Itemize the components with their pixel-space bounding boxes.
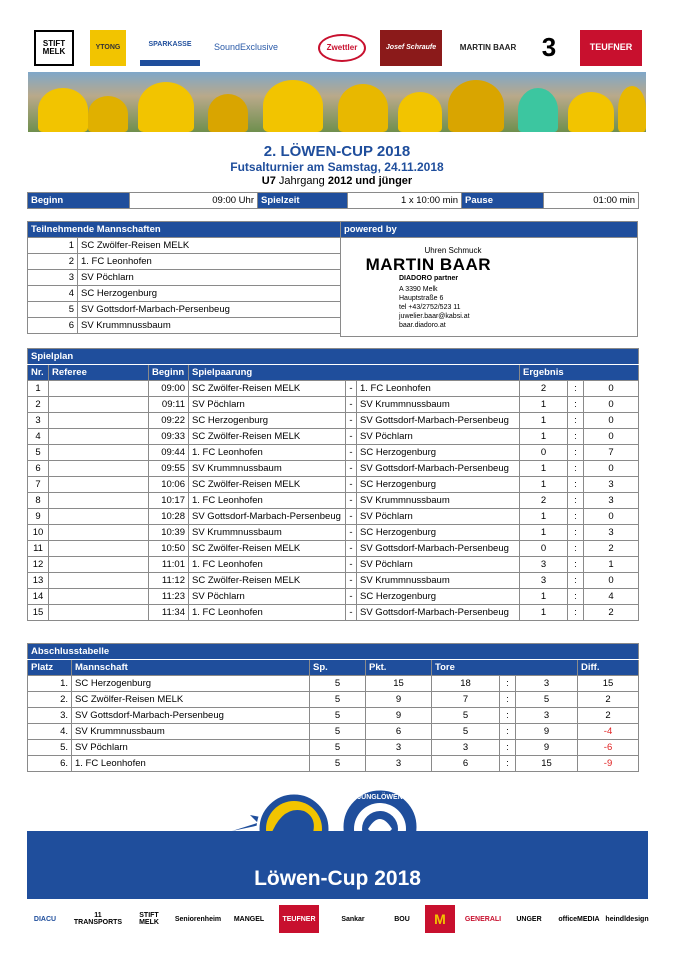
game-nr: 7 xyxy=(28,477,49,493)
standing-platz: 2. xyxy=(28,692,72,708)
game-score-sep: : xyxy=(568,509,584,525)
game-row xyxy=(28,493,639,509)
game-away: SV Pöchlarn xyxy=(357,429,520,445)
badge-right-top: JUNGLÖWEN xyxy=(357,794,403,801)
col-nr: Nr. xyxy=(28,365,49,381)
game-home: SC Zwölfer-Reisen MELK xyxy=(189,477,346,493)
standing-sp: 5 xyxy=(310,708,366,724)
sponsor-logo-drei: 3 xyxy=(541,32,557,63)
game-score-away: 3 xyxy=(584,525,639,541)
sponsor-logo-stift-melk: STIFT MELK xyxy=(34,30,74,66)
col-tore: Tore xyxy=(432,660,578,676)
sponsor-logo-martin-baar: MARTIN BAAR xyxy=(459,42,517,52)
info-beginn-label: Beginn xyxy=(28,193,130,209)
standing-tore-sep: : xyxy=(500,724,516,740)
game-score-home: 1 xyxy=(520,413,568,429)
info-table xyxy=(27,192,639,209)
game-score-away: 3 xyxy=(584,493,639,509)
game-score-sep: : xyxy=(568,541,584,557)
footer-sponsor-logo: Sankar xyxy=(341,915,365,923)
sponsor-logo-teufner: TEUFNER xyxy=(580,30,642,66)
team-nr: 2 xyxy=(28,254,78,270)
game-referee xyxy=(49,573,149,589)
game-home: 1. FC Leonhofen xyxy=(189,557,346,573)
page-subtitle: Futsalturnier am Samstag, 24.11.2018 xyxy=(230,160,444,174)
standings-header: Abschlusstabelle xyxy=(28,644,639,660)
game-time: 09:11 xyxy=(149,397,189,413)
footer-sponsor-logo: heindldesign xyxy=(605,915,649,923)
game-home: 1. FC Leonhofen xyxy=(189,445,346,461)
standing-tore-for: 18 xyxy=(432,676,500,692)
standing-platz: 6. xyxy=(28,756,72,772)
game-score-sep: : xyxy=(568,429,584,445)
standing-pkt: 3 xyxy=(366,756,432,772)
footer-title: Löwen-Cup 2018 xyxy=(254,867,421,890)
game-referee xyxy=(49,493,149,509)
game-row xyxy=(28,589,639,605)
game-referee xyxy=(49,413,149,429)
col-mannschaft: Mannschaft xyxy=(72,660,310,676)
game-score-away: 3 xyxy=(584,477,639,493)
game-home: SV Pöchlarn xyxy=(189,397,346,413)
game-dash: - xyxy=(346,493,357,509)
game-away: SV Gottsdorf-Marbach-Persenbeug xyxy=(357,461,520,477)
game-score-home: 0 xyxy=(520,445,568,461)
game-row xyxy=(28,509,639,525)
game-score-away: 2 xyxy=(584,605,639,621)
game-score-sep: : xyxy=(568,397,584,413)
game-score-sep: : xyxy=(568,605,584,621)
footer-sponsor-logo: BOU xyxy=(394,915,410,923)
standing-platz: 5. xyxy=(28,740,72,756)
game-away: SC Herzogenburg xyxy=(357,477,520,493)
standings-row xyxy=(28,724,639,740)
game-nr: 4 xyxy=(28,429,49,445)
game-referee xyxy=(49,541,149,557)
standing-sp: 5 xyxy=(310,676,366,692)
game-row xyxy=(28,445,639,461)
standing-sp: 5 xyxy=(310,740,366,756)
category-line xyxy=(0,175,674,187)
sponsor-box-addr1: A 3390 Melk xyxy=(399,286,438,293)
game-time: 10:06 xyxy=(149,477,189,493)
game-score-home: 1 xyxy=(520,509,568,525)
standing-tore-for: 7 xyxy=(432,692,500,708)
standing-team: SC Zwölfer-Reisen MELK xyxy=(72,692,310,708)
footer-sponsor-logo: Seniorenheim xyxy=(174,915,222,923)
teams-table xyxy=(27,221,341,334)
game-away: SV Pöchlarn xyxy=(357,509,520,525)
standing-tore-against: 9 xyxy=(516,740,578,756)
footer-sponsor-logo: STIFT MELK xyxy=(139,912,159,926)
standing-diff: 2 xyxy=(578,692,639,708)
game-time: 10:39 xyxy=(149,525,189,541)
game-dash: - xyxy=(346,589,357,605)
standing-tore-sep: : xyxy=(500,692,516,708)
footer-sponsor-logo: officeMEDIA xyxy=(558,915,600,923)
game-score-sep: : xyxy=(568,493,584,509)
game-score-sep: : xyxy=(568,461,584,477)
game-dash: - xyxy=(346,509,357,525)
footer-sponsor-logo: GENERALI xyxy=(464,915,502,923)
game-nr: 12 xyxy=(28,557,49,573)
sponsor-logo-ytong: YTONG xyxy=(90,30,126,66)
game-time: 09:44 xyxy=(149,445,189,461)
sponsor-box-partner: DIADORO partner xyxy=(399,275,459,282)
game-nr: 1 xyxy=(28,381,49,397)
game-score-sep: : xyxy=(568,589,584,605)
game-row xyxy=(28,525,639,541)
game-dash: - xyxy=(346,445,357,461)
sponsor-box-mail: juwelier.baar@kabsi.at xyxy=(399,313,470,320)
game-time: 10:17 xyxy=(149,493,189,509)
game-score-home: 2 xyxy=(520,493,568,509)
sponsor-logo-row xyxy=(34,30,644,70)
sponsor-logo-josef-schraufe: Josef Schraufe xyxy=(380,30,442,66)
team-nr: 5 xyxy=(28,302,78,318)
standing-diff: 15 xyxy=(578,676,639,692)
standing-pkt: 9 xyxy=(366,708,432,724)
footer-sponsor-logo: TEUFNER xyxy=(279,905,319,933)
col-sp: Sp. xyxy=(310,660,366,676)
game-score-away: 0 xyxy=(584,573,639,589)
standing-tore-sep: : xyxy=(500,756,516,772)
standings-row xyxy=(28,756,639,772)
game-score-home: 1 xyxy=(520,429,568,445)
game-away: SV Gottsdorf-Marbach-Persenbeug xyxy=(357,541,520,557)
standing-team: SC Herzogenburg xyxy=(72,676,310,692)
sponsor-logo-soundexclusive: SoundExclusive xyxy=(213,42,279,53)
game-dash: - xyxy=(346,461,357,477)
standing-tore-for: 6 xyxy=(432,756,500,772)
team-name: SV Pöchlarn xyxy=(78,270,341,286)
game-nr: 9 xyxy=(28,509,49,525)
game-time: 11:23 xyxy=(149,589,189,605)
game-score-home: 3 xyxy=(520,573,568,589)
game-away: 1. FC Leonhofen xyxy=(357,381,520,397)
game-row xyxy=(28,477,639,493)
game-nr: 14 xyxy=(28,589,49,605)
game-dash: - xyxy=(346,557,357,573)
game-nr: 11 xyxy=(28,541,49,557)
standing-platz: 3. xyxy=(28,708,72,724)
team-name: SC Herzogenburg xyxy=(78,286,341,302)
game-referee xyxy=(49,525,149,541)
team-nr: 4 xyxy=(28,286,78,302)
game-nr: 3 xyxy=(28,413,49,429)
game-score-home: 1 xyxy=(520,477,568,493)
game-time: 10:28 xyxy=(149,509,189,525)
game-nr: 2 xyxy=(28,397,49,413)
teams-header: Teilnehmende Mannschaften xyxy=(28,222,341,238)
standing-diff: -9 xyxy=(578,756,639,772)
game-row xyxy=(28,557,639,573)
footer-sponsor-row xyxy=(27,905,648,935)
game-dash: - xyxy=(346,397,357,413)
team-row xyxy=(28,318,341,334)
team-name: SV Krummnussbaum xyxy=(78,318,341,334)
standing-pkt: 9 xyxy=(366,692,432,708)
game-dash: - xyxy=(346,573,357,589)
game-score-away: 1 xyxy=(584,557,639,573)
game-row xyxy=(28,541,639,557)
game-away: SV Gottsdorf-Marbach-Persenbeug xyxy=(357,413,520,429)
standing-team: SV Krummnussbaum xyxy=(72,724,310,740)
standing-pkt: 6 xyxy=(366,724,432,740)
game-nr: 5 xyxy=(28,445,49,461)
standing-team: SV Gottsdorf-Marbach-Persenbeug xyxy=(72,708,310,724)
footer-sponsor-logo: M xyxy=(425,905,455,933)
standing-tore-against: 3 xyxy=(516,676,578,692)
footer-sponsor-logo: 11 TRANSPORTS xyxy=(73,912,123,926)
team-row xyxy=(28,286,341,302)
standing-tore-sep: : xyxy=(500,676,516,692)
info-spielzeit-value: 1 x 10:00 min xyxy=(348,193,462,209)
standing-tore-against: 15 xyxy=(516,756,578,772)
game-away: SC Herzogenburg xyxy=(357,445,520,461)
standing-diff: -6 xyxy=(578,740,639,756)
game-dash: - xyxy=(346,413,357,429)
sponsor-box-martin-baar xyxy=(340,238,638,337)
standing-platz: 1. xyxy=(28,676,72,692)
game-home: 1. FC Leonhofen xyxy=(189,605,346,621)
game-dash: - xyxy=(346,605,357,621)
game-score-away: 0 xyxy=(584,461,639,477)
standing-team: 1. FC Leonhofen xyxy=(72,756,310,772)
standing-sp: 5 xyxy=(310,756,366,772)
game-time: 09:22 xyxy=(149,413,189,429)
team-row xyxy=(28,254,341,270)
game-nr: 6 xyxy=(28,461,49,477)
footer-sponsor-logo: UNGER xyxy=(516,915,542,923)
sponsor-box-tel: tel +43/2752/523 11 xyxy=(399,304,461,311)
team-nr: 1 xyxy=(28,238,78,254)
game-referee xyxy=(49,397,149,413)
spielplan-table xyxy=(27,348,639,621)
powered-by-header xyxy=(340,221,638,238)
team-nr: 6 xyxy=(28,318,78,334)
powered-by-label: powered by xyxy=(341,222,638,238)
game-row xyxy=(28,397,639,413)
team-name: 1. FC Leonhofen xyxy=(78,254,341,270)
game-time: 10:50 xyxy=(149,541,189,557)
footer-band xyxy=(27,831,648,899)
sponsor-box-line1: Uhren Schmuck xyxy=(424,246,482,255)
game-time: 11:34 xyxy=(149,605,189,621)
game-referee xyxy=(49,429,149,445)
info-beginn-value: 09:00 Uhr xyxy=(130,193,258,209)
game-dash: - xyxy=(346,429,357,445)
game-home: SV Gottsdorf-Marbach-Persenbeug xyxy=(189,509,346,525)
game-score-away: 0 xyxy=(584,509,639,525)
standing-sp: 5 xyxy=(310,692,366,708)
game-score-away: 7 xyxy=(584,445,639,461)
info-spielzeit-label: Spielzeit xyxy=(258,193,348,209)
game-home: SV Krummnussbaum xyxy=(189,525,346,541)
game-away: SV Krummnussbaum xyxy=(357,493,520,509)
game-score-away: 2 xyxy=(584,541,639,557)
game-home: SC Zwölfer-Reisen MELK xyxy=(189,541,346,557)
game-referee xyxy=(49,461,149,477)
game-score-home: 1 xyxy=(520,525,568,541)
game-dash: - xyxy=(346,381,357,397)
sponsor-box-addr2: Hauptstraße 6 xyxy=(399,295,444,302)
game-score-home: 3 xyxy=(520,557,568,573)
footer-sponsor-logo: DIACU xyxy=(33,915,57,923)
standing-sp: 5 xyxy=(310,724,366,740)
info-pause-value: 01:00 min xyxy=(544,193,639,209)
game-referee xyxy=(49,605,149,621)
game-row xyxy=(28,573,639,589)
standing-tore-sep: : xyxy=(500,740,516,756)
game-nr: 15 xyxy=(28,605,49,621)
team-row xyxy=(28,238,341,254)
standing-pkt: 15 xyxy=(366,676,432,692)
game-away: SV Krummnussbaum xyxy=(357,573,520,589)
standing-diff: 2 xyxy=(578,708,639,724)
standings-table xyxy=(27,643,639,772)
standing-team: SV Pöchlarn xyxy=(72,740,310,756)
sponsor-box-address xyxy=(399,285,470,330)
game-referee xyxy=(49,477,149,493)
col-platz: Platz xyxy=(28,660,72,676)
col-diff: Diff. xyxy=(578,660,639,676)
game-score-home: 0 xyxy=(520,541,568,557)
standing-tore-sep: : xyxy=(500,708,516,724)
team-nr: 3 xyxy=(28,270,78,286)
game-row xyxy=(28,381,639,397)
sponsor-box-web: baar.diadoro.at xyxy=(399,322,446,329)
game-score-sep: : xyxy=(568,525,584,541)
standing-tore-for: 5 xyxy=(432,724,500,740)
game-home: SC Herzogenburg xyxy=(189,413,346,429)
col-referee: Referee xyxy=(49,365,149,381)
game-home: SC Zwölfer-Reisen MELK xyxy=(189,381,346,397)
game-row xyxy=(28,461,639,477)
game-referee xyxy=(49,445,149,461)
game-referee xyxy=(49,381,149,397)
game-score-home: 2 xyxy=(520,381,568,397)
standing-platz: 4. xyxy=(28,724,72,740)
game-away: SC Herzogenburg xyxy=(357,589,520,605)
game-nr: 13 xyxy=(28,573,49,589)
game-dash: - xyxy=(346,525,357,541)
col-spielpaarung: Spielpaarung xyxy=(189,365,520,381)
game-home: SC Zwölfer-Reisen MELK xyxy=(189,429,346,445)
game-dash: - xyxy=(346,541,357,557)
sponsor-logo-sparkasse: SPARKASSE xyxy=(140,30,200,66)
game-referee xyxy=(49,557,149,573)
game-score-home: 1 xyxy=(520,605,568,621)
game-row xyxy=(28,429,639,445)
footer-sponsor-logo: MANGEL xyxy=(233,915,265,923)
game-score-away: 0 xyxy=(584,413,639,429)
game-score-home: 1 xyxy=(520,397,568,413)
game-score-sep: : xyxy=(568,477,584,493)
standing-tore-against: 3 xyxy=(516,708,578,724)
game-referee xyxy=(49,589,149,605)
standings-row xyxy=(28,708,639,724)
category-jahrgang-label: Jahrgang xyxy=(278,175,325,187)
team-row xyxy=(28,270,341,286)
game-row xyxy=(28,605,639,621)
col-pkt: Pkt. xyxy=(366,660,432,676)
game-time: 11:01 xyxy=(149,557,189,573)
game-home: SV Pöchlarn xyxy=(189,589,346,605)
game-away: SV Pöchlarn xyxy=(357,557,520,573)
page-title: 2. LÖWEN-CUP 2018 xyxy=(263,143,411,160)
col-ergebnis: Ergebnis xyxy=(520,365,639,381)
category-u: U7 xyxy=(261,175,276,187)
game-score-away: 0 xyxy=(584,429,639,445)
game-score-away: 4 xyxy=(584,589,639,605)
category-jahrgang: 2012 und jünger xyxy=(327,175,413,187)
game-nr: 8 xyxy=(28,493,49,509)
standing-pkt: 3 xyxy=(366,740,432,756)
info-pause-label: Pause xyxy=(462,193,544,209)
game-time: 09:00 xyxy=(149,381,189,397)
game-score-home: 1 xyxy=(520,461,568,477)
game-score-sep: : xyxy=(568,573,584,589)
game-nr: 10 xyxy=(28,525,49,541)
game-score-sep: : xyxy=(568,557,584,573)
game-score-sep: : xyxy=(568,381,584,397)
standing-diff: -4 xyxy=(578,724,639,740)
sponsor-box-name: MARTIN BAAR xyxy=(365,255,491,274)
game-away: SC Herzogenburg xyxy=(357,525,520,541)
game-score-sep: : xyxy=(568,445,584,461)
standings-row xyxy=(28,740,639,756)
standings-row xyxy=(28,692,639,708)
sponsor-logo-zwettler: Zwettler xyxy=(318,34,366,62)
game-score-away: 0 xyxy=(584,381,639,397)
game-home: 1. FC Leonhofen xyxy=(189,493,346,509)
game-dash: - xyxy=(346,477,357,493)
team-name: SC Zwölfer-Reisen MELK xyxy=(78,238,341,254)
standing-tore-against: 5 xyxy=(516,692,578,708)
standing-tore-for: 5 xyxy=(432,708,500,724)
team-row xyxy=(28,302,341,318)
standing-tore-for: 3 xyxy=(432,740,500,756)
game-time: 11:12 xyxy=(149,573,189,589)
game-score-home: 1 xyxy=(520,589,568,605)
game-time: 09:55 xyxy=(149,461,189,477)
game-score-away: 0 xyxy=(584,397,639,413)
game-home: SC Zwölfer-Reisen MELK xyxy=(189,573,346,589)
game-time: 09:33 xyxy=(149,429,189,445)
game-home: SV Krummnussbaum xyxy=(189,461,346,477)
standing-tore-against: 9 xyxy=(516,724,578,740)
game-away: SV Gottsdorf-Marbach-Persenbeug xyxy=(357,605,520,621)
game-referee xyxy=(49,509,149,525)
spielplan-header: Spielplan xyxy=(28,349,639,365)
game-row xyxy=(28,413,639,429)
banner-photo xyxy=(28,72,646,132)
team-name: SV Gottsdorf-Marbach-Persenbeug xyxy=(78,302,341,318)
col-beginn: Beginn xyxy=(149,365,189,381)
standings-row xyxy=(28,676,639,692)
game-away: SV Krummnussbaum xyxy=(357,397,520,413)
game-score-sep: : xyxy=(568,413,584,429)
